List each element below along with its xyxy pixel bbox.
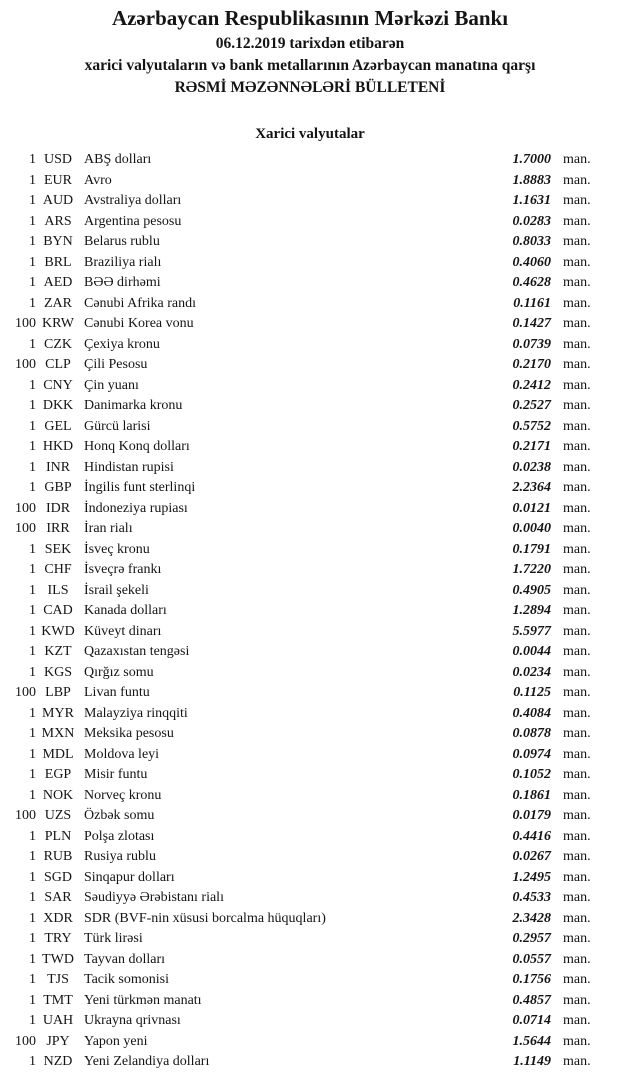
unit-label: man. [563, 726, 591, 741]
currency-code: SAR [44, 890, 72, 905]
rate-value: 0.2957 [512, 931, 551, 946]
currency-quantity: 1 [29, 336, 36, 352]
rate-value: 1.5644 [512, 1033, 551, 1049]
rate-value: 1.1631 [512, 193, 551, 208]
rate-value: 0.4416 [512, 828, 551, 844]
currency-name: Livan funtu [84, 685, 150, 700]
currency-code: IDR [45, 500, 71, 516]
unit-label: man. [563, 541, 591, 557]
currency-code: KRW [42, 316, 74, 331]
unit-label: man. [563, 582, 591, 598]
rate-value: 0.4628 [512, 275, 551, 290]
rate-row [0, 212, 620, 233]
currency-code: PLN [44, 828, 72, 844]
currency-name: Belarus rublu [84, 234, 160, 249]
rate-row [0, 540, 620, 561]
currency-quantity: 1 [29, 562, 36, 577]
currency-quantity: 1 [29, 951, 36, 967]
rate-value: 0.4060 [512, 254, 551, 270]
rate-row [0, 806, 620, 827]
currency-code: CHF [44, 562, 72, 577]
bulletin-title: RƏSMİ MƏZƏNNƏLƏRİ BÜLLETENİ [174, 79, 446, 96]
rate-value: 0.0283 [512, 213, 551, 229]
rate-row [0, 437, 620, 458]
unit-label: man. [563, 644, 591, 659]
rate-value: 5.5977 [512, 623, 551, 639]
rate-value: 1.7000 [512, 152, 551, 167]
unit-label: man. [563, 480, 591, 495]
unit-label: man. [563, 521, 591, 536]
rate-row [0, 601, 620, 622]
currency-quantity: 1 [29, 152, 36, 167]
currency-quantity: 1 [29, 377, 36, 393]
rate-row [0, 150, 620, 171]
effective-date-line: 06.12.2019 tarixdən etibarən [215, 35, 405, 52]
currency-name: Moldova leyi [84, 746, 160, 762]
rate-row [0, 458, 620, 479]
currency-code: CNY [43, 377, 73, 393]
currency-quantity: 1 [29, 746, 36, 762]
rate-value: 0.0739 [512, 336, 551, 352]
currency-name: Küveyt dinarı [84, 623, 162, 639]
currency-code: JPY [46, 1033, 70, 1049]
unit-label: man. [563, 664, 591, 680]
rate-row [0, 642, 620, 663]
bank-name-title: Azərbaycan Respublikasının Mərkəzi Bankı [111, 6, 509, 30]
unit-label: man. [563, 234, 591, 249]
rate-row [0, 499, 620, 520]
currency-code: KWD [41, 623, 75, 639]
unit-label: man. [563, 357, 591, 372]
rate-value: 0.2170 [512, 357, 551, 372]
currency-code: TRY [44, 931, 72, 946]
currency-quantity: 1 [29, 459, 36, 475]
unit-label: man. [563, 213, 591, 229]
rate-value: 0.1756 [512, 972, 551, 987]
rate-row [0, 745, 620, 766]
currency-name: Yeni türkmən manatı [84, 992, 202, 1008]
rate-value: 0.0044 [512, 644, 551, 659]
unit-label: man. [563, 787, 591, 803]
currency-name: İsveçrə frankı [84, 562, 162, 577]
unit-label: man. [563, 500, 591, 516]
currency-name: Argentina pesosu [84, 213, 182, 229]
rate-value: 0.4533 [512, 890, 551, 905]
currency-quantity: 1 [29, 213, 36, 229]
rate-value: 2.2364 [512, 480, 551, 495]
currency-quantity: 100 [15, 685, 36, 700]
currency-name: Çexiya kronu [84, 336, 160, 352]
currency-quantity: 100 [15, 357, 36, 372]
currency-code: UAH [42, 1013, 74, 1028]
rate-value: 0.1427 [512, 316, 551, 331]
currency-code: SGD [43, 869, 72, 885]
rate-value: 0.4905 [512, 582, 551, 598]
rate-row [0, 171, 620, 192]
rate-row [0, 663, 620, 684]
rate-value: 0.0714 [512, 1013, 551, 1028]
currency-quantity: 1 [29, 787, 36, 803]
currency-quantity: 1 [29, 623, 36, 639]
rate-value: 0.0878 [512, 726, 551, 741]
currency-name: İsrail şekeli [84, 582, 149, 598]
currency-code: KZT [44, 644, 72, 659]
currency-name: İndoneziya rupiası [84, 500, 188, 516]
currency-quantity: 100 [15, 1033, 36, 1049]
unit-label: man. [563, 316, 591, 331]
currency-code: USD [43, 152, 72, 167]
currency-quantity: 1 [29, 992, 36, 1008]
section-title-foreign-currencies: Xarici valyutalar [255, 126, 365, 142]
rate-row [0, 560, 620, 581]
currency-name: Norveç kronu [84, 787, 162, 803]
rate-row [0, 950, 620, 971]
currency-quantity: 1 [29, 869, 36, 885]
rate-row [0, 335, 620, 356]
rate-value: 2.3428 [512, 910, 551, 926]
rate-row [0, 765, 620, 786]
rate-row [0, 294, 620, 315]
currency-quantity: 1 [29, 644, 36, 659]
rate-row [0, 1052, 620, 1073]
currency-name: ABŞ dolları [84, 152, 152, 167]
rate-value: 1.2495 [512, 869, 551, 885]
currency-quantity: 1 [29, 480, 36, 495]
unit-label: man. [563, 1033, 591, 1049]
currency-name: İngilis funt sterlinqi [84, 480, 196, 495]
currency-name: Yeni Zelandiya dolları [84, 1054, 210, 1069]
rate-row [0, 1032, 620, 1053]
unit-label: man. [563, 254, 591, 270]
currency-name: Çin yuanı [84, 377, 139, 393]
currency-name: Ukrayna qrivnası [84, 1013, 181, 1028]
currency-quantity: 1 [29, 931, 36, 946]
unit-label: man. [563, 705, 591, 721]
currency-name: Honq Konq dolları [84, 439, 190, 454]
currency-quantity: 1 [29, 295, 36, 311]
unit-label: man. [563, 562, 591, 577]
rate-row [0, 909, 620, 930]
rate-row [0, 724, 620, 745]
currency-code: CAD [43, 603, 73, 618]
currency-code: GEL [44, 418, 72, 434]
rate-value: 0.1161 [513, 295, 551, 311]
currency-code: LBP [45, 685, 71, 700]
rate-row [0, 273, 620, 294]
currency-name: Braziliya rialı [84, 254, 162, 270]
rate-value: 0.0179 [512, 808, 551, 823]
currency-quantity: 1 [29, 439, 36, 454]
rate-value: 0.2171 [512, 439, 551, 454]
rate-value: 0.0121 [512, 500, 551, 516]
rate-value: 0.0238 [512, 459, 551, 475]
rate-row [0, 622, 620, 643]
currency-name: Rusiya rublu [84, 849, 156, 864]
currency-quantity: 1 [29, 398, 36, 413]
currency-quantity: 1 [29, 172, 36, 188]
unit-label: man. [563, 869, 591, 885]
rate-row [0, 827, 620, 848]
currency-name: Qazaxıstan tengəsi [84, 644, 190, 659]
currency-code: ARS [44, 213, 72, 229]
rate-row [0, 355, 620, 376]
currency-quantity: 1 [29, 1054, 36, 1069]
rate-value: 0.4084 [512, 705, 551, 721]
currency-name: Misir funtu [84, 767, 148, 782]
unit-label: man. [563, 1054, 591, 1069]
unit-label: man. [563, 951, 591, 967]
currency-name: Avstraliya dolları [84, 193, 182, 208]
unit-label: man. [563, 336, 591, 352]
currency-code: DKK [42, 398, 74, 413]
rate-value: 0.0234 [512, 664, 551, 680]
rate-value: 0.0974 [512, 746, 551, 762]
rate-row [0, 991, 620, 1012]
currency-name: BƏƏ dirhəmi [84, 275, 161, 290]
unit-label: man. [563, 193, 591, 208]
currency-quantity: 1 [29, 849, 36, 864]
currency-name: Avro [84, 172, 112, 188]
currency-code: EGP [44, 767, 72, 782]
currency-name: SDR (BVF-nin xüsusi borcalma hüquqları) [84, 910, 326, 926]
currency-quantity: 100 [15, 521, 36, 536]
unit-label: man. [563, 459, 591, 475]
currency-code: AED [43, 275, 73, 290]
currency-code: RUB [43, 849, 73, 864]
currency-quantity: 1 [29, 582, 36, 598]
currency-quantity: 100 [15, 808, 36, 823]
currency-code: SEK [44, 541, 72, 557]
rate-row [0, 1011, 620, 1032]
rate-value: 0.1052 [512, 767, 551, 782]
currency-name: Cənubi Afrika randı [84, 295, 196, 311]
unit-label: man. [563, 849, 591, 864]
rate-value: 0.1791 [512, 541, 551, 557]
rate-row [0, 314, 620, 335]
currency-code: KGS [43, 664, 72, 680]
currency-code: EUR [44, 172, 72, 188]
currency-name: Türk lirəsi [84, 931, 143, 946]
unit-label: man. [563, 931, 591, 946]
currency-code: BRL [44, 254, 72, 270]
currency-quantity: 1 [29, 664, 36, 680]
currency-name: Sinqapur dolları [84, 869, 175, 885]
currency-name: Özbək somu [84, 808, 155, 823]
currency-code: AUD [42, 193, 74, 208]
currency-name: Səudiyyə Ərəbistanı rialı [84, 890, 224, 905]
rate-row [0, 847, 620, 868]
currency-code: BYN [43, 234, 73, 249]
currency-quantity: 1 [29, 726, 36, 741]
currency-name: Cənubi Korea vonu [84, 316, 194, 331]
rate-row [0, 888, 620, 909]
currency-code: XDR [43, 910, 73, 926]
currency-quantity: 100 [15, 500, 36, 516]
unit-label: man. [563, 275, 591, 290]
unit-label: man. [563, 685, 591, 700]
rate-value: 0.1125 [513, 685, 551, 700]
rate-row [0, 396, 620, 417]
currency-quantity: 1 [29, 234, 36, 249]
currency-quantity: 1 [29, 254, 36, 270]
unit-label: man. [563, 623, 591, 639]
currency-name: Tacik somonisi [84, 972, 169, 987]
unit-label: man. [563, 746, 591, 762]
currency-quantity: 1 [29, 193, 36, 208]
currency-name: Gürcü larisi [84, 418, 151, 434]
unit-label: man. [563, 910, 591, 926]
rate-row [0, 704, 620, 725]
rate-value: 0.8033 [512, 234, 551, 249]
currency-quantity: 1 [29, 603, 36, 618]
unit-label: man. [563, 992, 591, 1008]
currency-quantity: 1 [29, 890, 36, 905]
rate-row [0, 970, 620, 991]
currency-code: TWD [42, 951, 74, 967]
currency-code: TJS [47, 972, 69, 987]
unit-label: man. [563, 295, 591, 311]
rate-value: 0.1861 [512, 787, 551, 803]
rate-value: 1.7220 [512, 562, 551, 577]
unit-label: man. [563, 439, 591, 454]
currency-code: GBP [44, 480, 72, 495]
currency-name: İsveç kronu [84, 541, 150, 557]
rate-row [0, 929, 620, 950]
currency-code: INR [45, 459, 71, 475]
currency-code: MDL [42, 746, 74, 762]
rate-value: 1.2894 [512, 603, 551, 618]
currency-name: İran rialı [84, 521, 133, 536]
currency-name: Tayvan dolları [84, 951, 166, 967]
currency-quantity: 1 [29, 767, 36, 782]
currency-name: Danimarka kronu [84, 398, 183, 413]
currency-name: Hindistan rupisi [84, 459, 174, 475]
unit-label: man. [563, 418, 591, 434]
rate-value: 0.2527 [512, 398, 551, 413]
rate-row [0, 478, 620, 499]
rate-row [0, 786, 620, 807]
unit-label: man. [563, 377, 591, 393]
currency-name: Malayziya rinqqiti [84, 705, 188, 721]
rate-row [0, 417, 620, 438]
unit-label: man. [563, 398, 591, 413]
currency-code: IRR [46, 521, 70, 536]
rate-value: 0.0040 [512, 521, 551, 536]
currency-name: Kanada dolları [84, 603, 167, 618]
currency-quantity: 1 [29, 275, 36, 290]
currency-name: Polşa zlotası [84, 828, 155, 844]
currency-code: ZAR [44, 295, 72, 311]
rate-value: 1.8883 [512, 172, 551, 188]
rate-value: 0.0267 [512, 849, 551, 864]
currency-quantity: 100 [15, 316, 36, 331]
currency-quantity: 1 [29, 705, 36, 721]
currency-name: Çili Pesosu [84, 357, 148, 372]
currency-quantity: 1 [29, 972, 36, 987]
unit-label: man. [563, 808, 591, 823]
currency-quantity: 1 [29, 910, 36, 926]
currency-code: MXN [41, 726, 75, 741]
currency-code: NOK [42, 787, 74, 803]
rate-value: 0.0557 [512, 951, 551, 967]
currency-quantity: 1 [29, 828, 36, 844]
currency-code: MYR [42, 705, 74, 721]
currency-code: TMT [43, 992, 73, 1008]
unit-label: man. [563, 767, 591, 782]
rate-row [0, 581, 620, 602]
currency-code: CLP [45, 357, 71, 372]
rate-row [0, 519, 620, 540]
currency-name: Qırğız somu [84, 664, 154, 680]
unit-label: man. [563, 603, 591, 618]
rate-value: 0.2412 [512, 377, 551, 393]
rate-value: 0.4857 [512, 992, 551, 1008]
rate-row [0, 232, 620, 253]
unit-label: man. [563, 972, 591, 987]
rate-value: 1.1149 [513, 1054, 551, 1069]
exchange-rates-table [0, 150, 620, 1073]
unit-label: man. [563, 1013, 591, 1028]
rate-row [0, 253, 620, 274]
currency-name: Meksika pesosu [84, 726, 174, 741]
currency-code: CZK [44, 336, 72, 352]
rate-value: 0.5752 [512, 418, 551, 434]
rate-row [0, 683, 620, 704]
currency-code: HKD [42, 439, 74, 454]
currency-quantity: 1 [29, 541, 36, 557]
unit-label: man. [563, 890, 591, 905]
unit-label: man. [563, 172, 591, 188]
rate-row [0, 868, 620, 889]
rate-row [0, 376, 620, 397]
unit-label: man. [563, 152, 591, 167]
rate-row [0, 191, 620, 212]
unit-label: man. [563, 828, 591, 844]
currency-name: Yapon yeni [84, 1033, 148, 1049]
currency-quantity: 1 [29, 1013, 36, 1028]
currency-code: NZD [43, 1054, 73, 1069]
subject-line: xarici valyutaların və bank metallarının Azərbaycan manatına qarşı [84, 57, 536, 74]
currency-code: ILS [47, 582, 69, 598]
currency-quantity: 1 [29, 418, 36, 434]
currency-code: UZS [44, 808, 72, 823]
